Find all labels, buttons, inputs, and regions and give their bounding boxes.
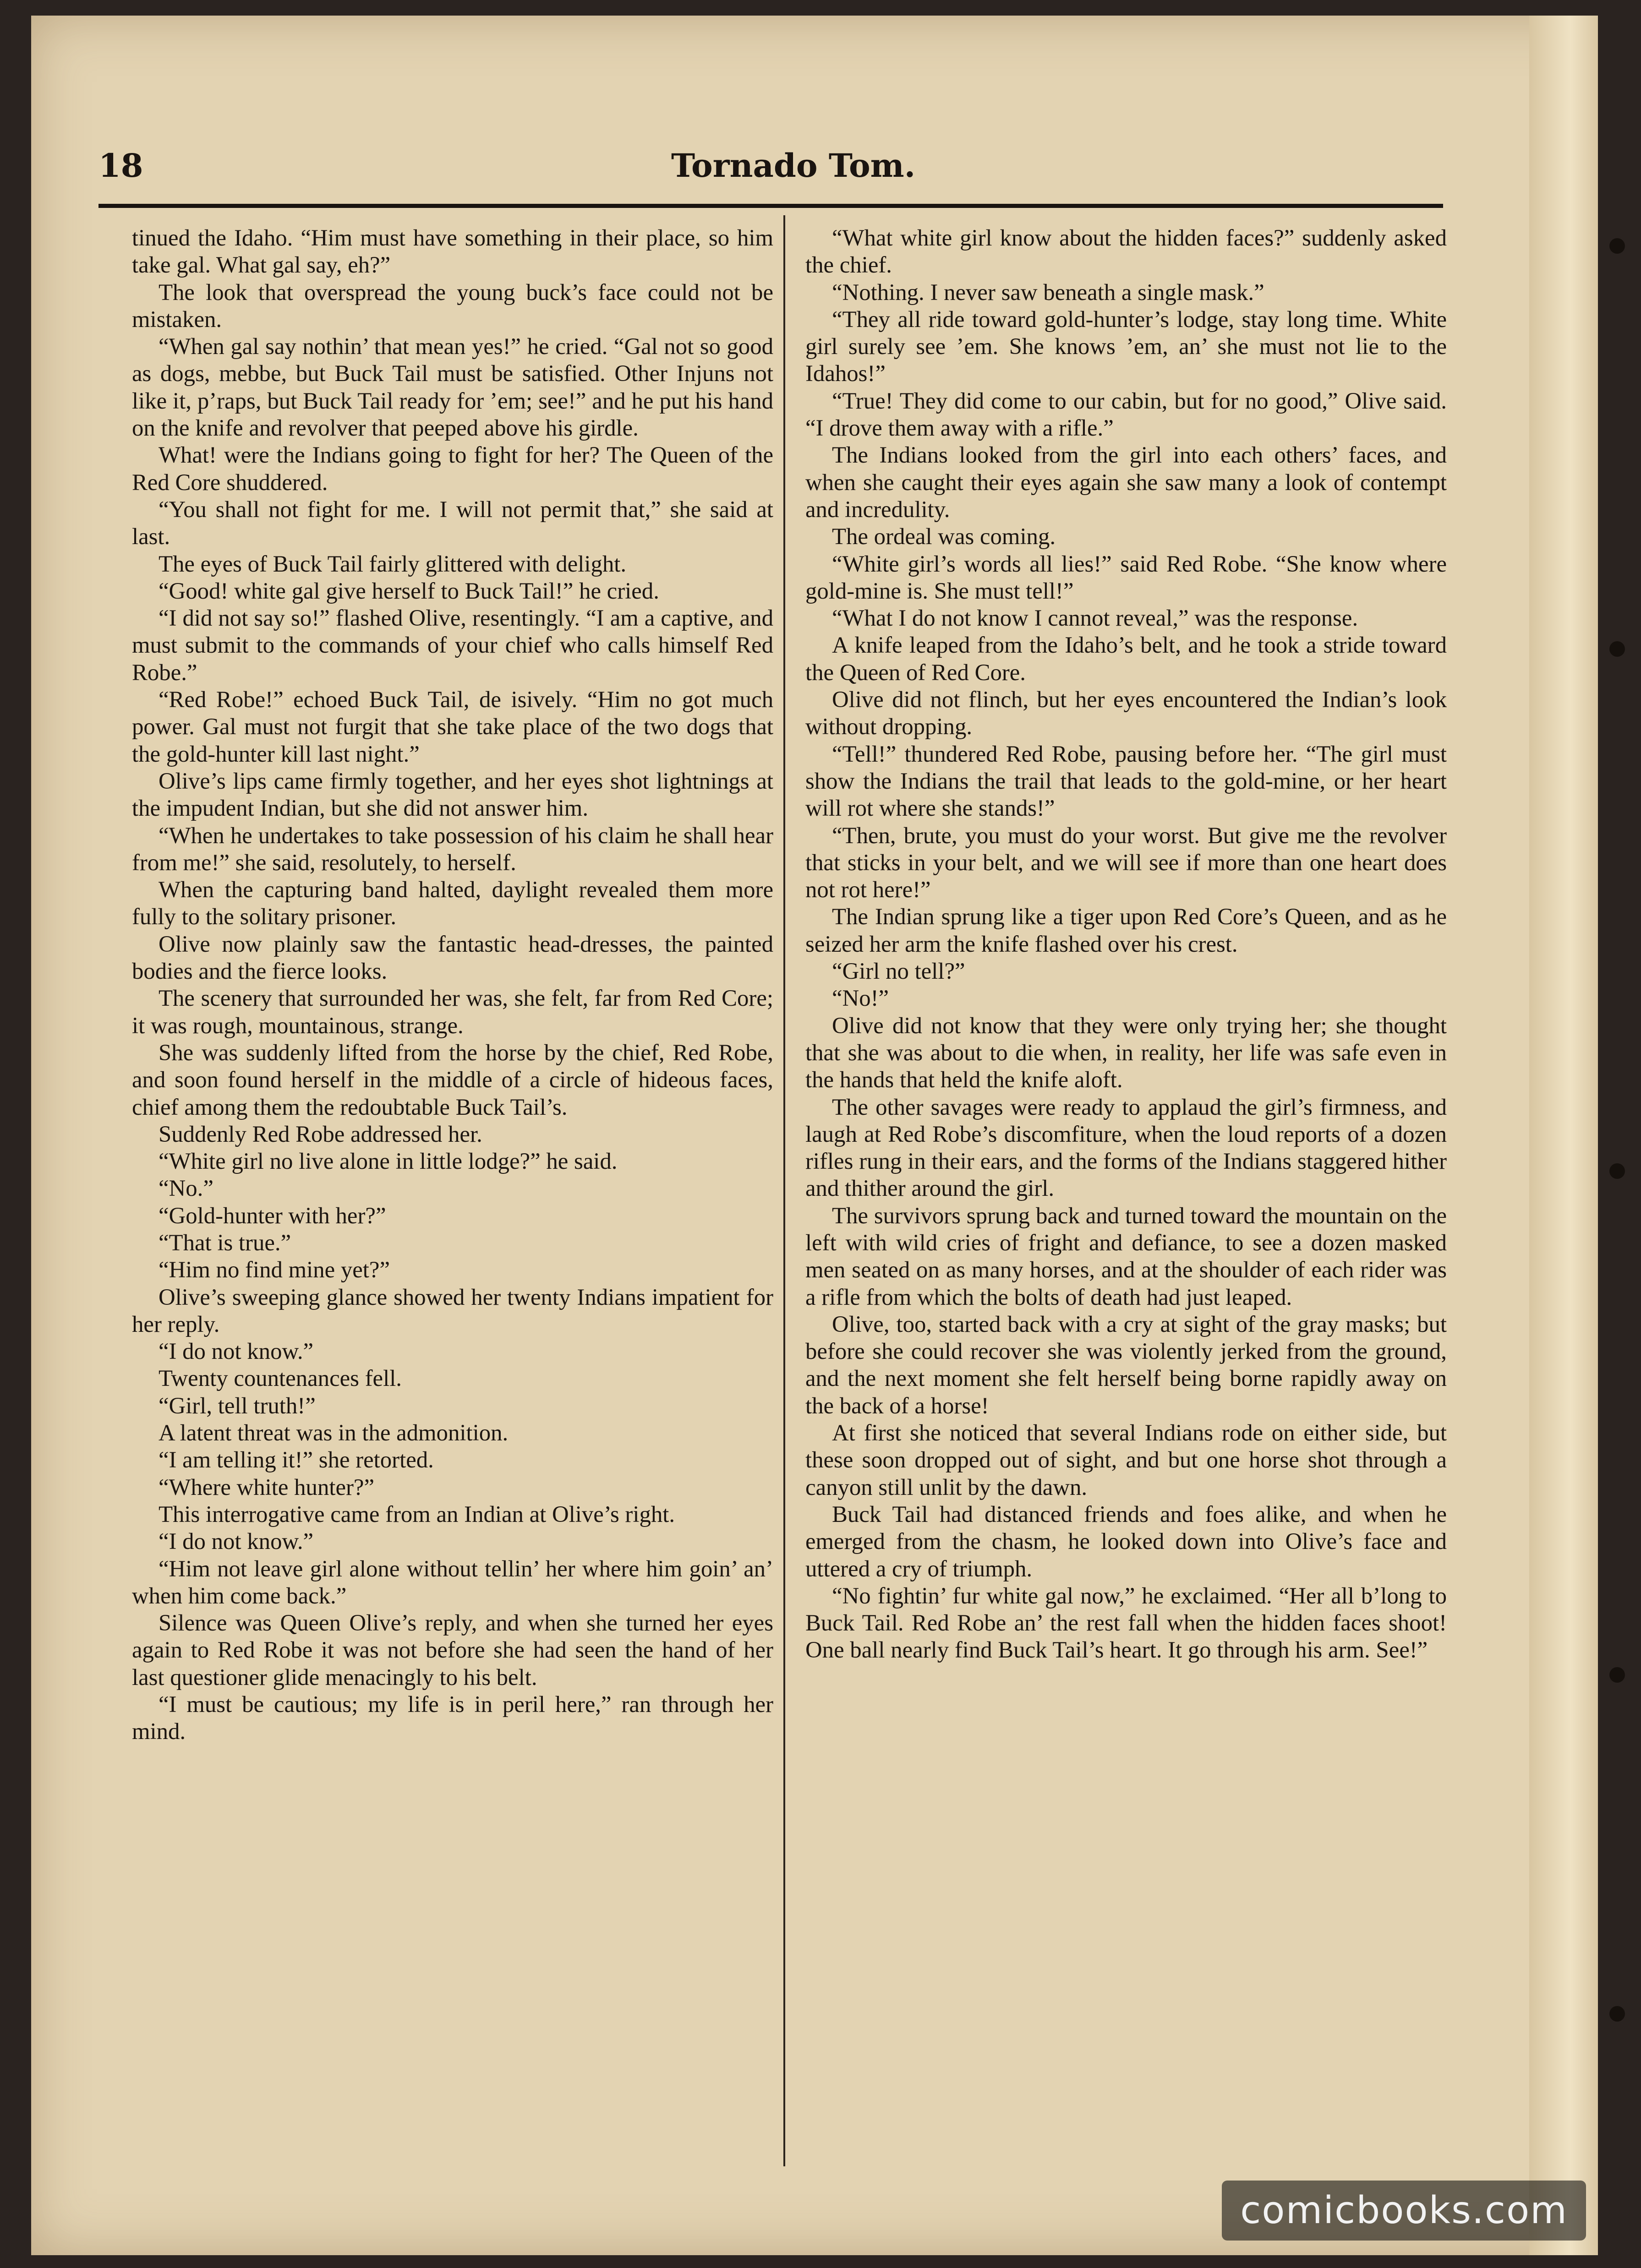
paragraph: “No!”	[832, 985, 889, 1011]
paragraph: “I must be cautious; my life is in peril here,” ran through her mind.	[132, 1691, 773, 1745]
paragraph: “Girl no tell?”	[832, 958, 965, 984]
paragraph: The survivors sprung back and turned toward the mountain on the left with wild cries of fright and defiance, to see a dozen masked men seated on as many horses, and at the shoulder of each rider was a rifle from which the bolts of death had just leaped.	[805, 1202, 1447, 1310]
paragraph: At first she noticed that several Indians rode on either side, but these soon dropped out of sight, and but one horse shot through a canyon still unlit by the dawn.	[805, 1420, 1447, 1500]
paragraph: Olive now plainly saw the fantastic head-dresses, the painted bodies and the fierce looks.	[132, 931, 773, 984]
paragraph: “Red Robe!” echoed Buck Tail, de isively. “Him no got much power. Gal must not furgit that she take place of the two dogs that the gold-hunter kill last night.”	[132, 687, 773, 767]
paragraph: The ordeal was coming.	[832, 523, 1056, 550]
paragraph: A latent threat was in the admonition.	[159, 1420, 509, 1446]
paragraph: “What white girl know about the hidden faces?” suddenly asked the chief.	[805, 225, 1447, 278]
paragraph: Suddenly Red Robe addressed her.	[159, 1121, 482, 1147]
page-header	[98, 137, 1443, 192]
watermark: comicbooks.com	[1222, 2181, 1586, 2241]
paragraph: Silence was Queen Olive’s reply, and when she turned her eyes again to Red Robe it was not before she had seen the hand of her last questioner glide menacingly to his belt.	[132, 1610, 773, 1690]
page-gutter	[1529, 16, 1598, 2255]
paragraph: Olive’s sweeping glance showed her twenty Indians impatient for her reply.	[132, 1284, 773, 1337]
paragraph: “I did not say so!” flashed Olive, resentingly. “I am a captive, and must submit to the commands of your chief who calls himself Red Robe.”	[132, 605, 773, 685]
paragraph: “They all ride toward gold-hunter’s lodge, stay long time. White girl surely see ’em. She knows ’em, an’ she must not lie to the Idahos!”	[805, 306, 1447, 387]
paragraph: A knife leaped from the Idaho’s belt, and he took a stride toward the Queen of Red Core.	[805, 632, 1447, 685]
paragraph: “White girl’s words all lies!” said Red Robe. “She know where gold-mine is. She must tell!”	[805, 551, 1447, 604]
paragraph: The eyes of Buck Tail fairly glittered with delight.	[159, 551, 627, 577]
paragraph: The look that overspread the young buck’s face could not be mistaken.	[132, 279, 773, 332]
paragraph: The scenery that surrounded her was, she felt, far from Red Core; it was rough, mountainous, strange.	[132, 985, 773, 1038]
paragraph: “Good! white gal give herself to Buck Tail!” he cried.	[159, 578, 659, 604]
page-number: 18	[98, 147, 143, 185]
left-column	[132, 224, 773, 2171]
paragraph: This interrogative came from an Indian at Olive’s right.	[159, 1501, 675, 1527]
paragraph: Olive did not know that they were only trying her; she thought that she was about to die when, in reality, her life was safe even in the hands that held the knife aloft.	[805, 1012, 1447, 1093]
paragraph: Olive did not flinch, but her eyes encountered the Indian’s look without dropping.	[805, 687, 1447, 740]
paragraph: Buck Tail had distanced friends and foes alike, and when he emerged from the chasm, he looked down into Olive’s face and uttered a cry of triumph.	[805, 1501, 1447, 1581]
paragraph: “I do not know.”	[159, 1528, 314, 1554]
paragraph: “You shall not fight for me. I will not permit that,” she said at last.	[132, 496, 773, 550]
binding-hole	[1609, 641, 1625, 657]
paragraph: “Him not leave girl alone without tellin’ her where him goin’ an’ when him come back.”	[132, 1555, 773, 1608]
right-column	[805, 224, 1447, 2171]
paragraph: When the capturing band halted, daylight revealed them more fully to the solitary prisoner.	[132, 877, 773, 930]
paragraph: “I am telling it!” she retorted.	[159, 1447, 434, 1473]
paragraph: The Indian sprung like a tiger upon Red Core’s Queen, and as he seized her arm the knife flashed over his crest.	[805, 904, 1447, 957]
paragraph: “Girl, tell truth!”	[159, 1392, 316, 1418]
paragraph: “No.”	[159, 1175, 213, 1201]
paragraph: “Tell!” thundered Red Robe, pausing before her. “The girl must show the Indians the trail that leads to the gold-mine, or her heart will rot where she stands!”	[805, 741, 1447, 821]
paragraph: “When he undertakes to take possession of his claim he shall hear from me!” she said, resolutely, to herself.	[132, 822, 773, 875]
paragraph: “No fightin’ fur white gal now,” he exclaimed. “Her all b’long to Buck Tail. Red Robe an’ the rest fall when the hidden faces shoot! One ball nearly find Buck Tail’s heart. It go through his arm. See!”	[805, 1582, 1447, 1663]
binding-hole	[1609, 2006, 1625, 2022]
paragraph: “Nothing. I never saw beneath a single mask.”	[832, 279, 1264, 305]
paragraph: “I do not know.”	[159, 1338, 314, 1364]
paragraph: “When gal say nothin’ that mean yes!” he cried. “Gal not so good as dogs, mebbe, but Buck Tail must be satisfied. Other Injuns not like it, p’raps, but Buck Tail ready for ’em; see!” and he put his hand on the knife and revolver that peeped above his girdle.	[132, 333, 773, 441]
paragraph: tinued the Idaho. “Him must have something in their place, so him take gal. What gal say, eh?”	[132, 225, 773, 278]
paragraph: What! were the Indians going to fight for her? The Queen of the Red Core shuddered.	[132, 442, 773, 495]
binding-hole	[1609, 1667, 1625, 1683]
paragraph: “White girl no live alone in little lodge?” he said.	[159, 1148, 618, 1174]
paragraph: The Indians looked from the girl into each others’ faces, and when she caught their eyes again she saw many a look of contempt and incredulity.	[805, 442, 1447, 522]
paragraph: She was suddenly lifted from the horse by the chief, Red Robe, and soon found herself in the middle of a circle of hideous faces, chief among them the redoubtable Buck Tail’s.	[132, 1039, 773, 1120]
paragraph: “Gold-hunter with her?”	[159, 1202, 386, 1228]
paragraph: Olive’s lips came firmly together, and her eyes shot lightnings at the impudent Indian, but she did not answer him.	[132, 768, 773, 821]
paragraph: “That is true.”	[159, 1229, 291, 1255]
header-rule	[98, 204, 1443, 208]
paragraph: “Where white hunter?”	[159, 1474, 375, 1500]
paragraph: “True! They did come to our cabin, but for no good,” Olive said. “I drove them away with a rifle.”	[805, 387, 1447, 441]
paragraph: “What I do not know I cannot reveal,” was the response.	[832, 605, 1358, 631]
paragraph: “Him no find mine yet?”	[159, 1257, 390, 1283]
paragraph: “Then, brute, you must do your worst. But give me the revolver that sticks in your belt, and we will see if more than one heart does not rot here!”	[805, 822, 1447, 903]
binding-hole	[1609, 1163, 1625, 1179]
running-title: Tornado Tom.	[671, 147, 916, 185]
paragraph: The other savages were ready to applaud the girl’s firmness, and laugh at Red Robe’s discomfiture, when the loud reports of a dozen rifles rung in their ears, and the forms of the Indians staggered hither and thither around the girl.	[805, 1094, 1447, 1201]
column-rule	[783, 215, 785, 2166]
binding-hole	[1609, 238, 1625, 254]
paragraph: Twenty countenances fell.	[159, 1365, 402, 1391]
paragraph: Olive, too, started back with a cry at sight of the gray masks; but before she could recover she was violently jerked from the ground, and the next moment she felt herself being borne rapidly away on the back of a horse!	[805, 1311, 1447, 1418]
